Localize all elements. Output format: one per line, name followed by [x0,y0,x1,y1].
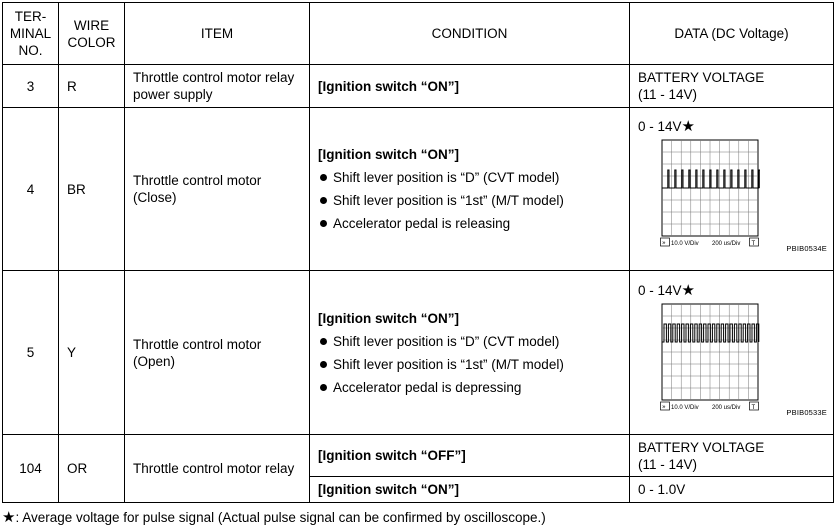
data-text: 0 - 14V [638,119,682,134]
condition-heading: [Ignition switch “ON”] [318,147,459,162]
header-condition: CONDITION [310,3,630,65]
wire-color: R [59,65,125,108]
data-voltage [638,282,695,299]
scope-waveform [662,170,760,188]
scope-waveform [662,324,759,342]
terminal-number: 5 [3,271,59,435]
condition-text: [Ignition switch “ON”] [318,482,459,497]
condition-cell [310,271,630,435]
scope-volts-div: 10.0 V/Div [671,404,699,411]
condition-bullet: Shift lever position is “1st” (M/T model) [318,356,629,373]
item-text: (Open) [133,353,176,369]
header-wire-color [59,3,125,65]
table-row [3,65,834,108]
wire-color: OR [59,435,125,503]
header-terminal-line: MINAL [9,26,52,41]
condition-bullet: Accelerator pedal is depressing [318,379,629,396]
data-text: BATTERY VOLTAGE [638,70,765,85]
scope-trigger: T [751,404,756,411]
data-text: BATTERY VOLTAGE [638,439,765,455]
data-wrapper [630,111,833,267]
condition-list [318,169,629,232]
condition-text: [Ignition switch “ON”] [318,78,459,94]
footnote [2,508,546,526]
header-wire-line: COLOR [67,34,116,50]
scope-caption [661,402,759,411]
data-text: 0 - 1.0V [630,477,834,503]
item-cell [125,271,310,435]
condition-cell [310,477,630,503]
figure-code: PBIB0533E [786,407,827,417]
condition-bullet: Shift lever position is “1st” (M/T model) [318,192,629,209]
item-text: Throttle control motor [133,336,262,352]
item-cell [125,65,310,108]
data-cell [630,65,834,108]
data-cell [630,108,834,271]
data-wrapper [630,275,833,431]
condition-cell [310,108,630,271]
condition-heading: [Ignition switch “ON”] [318,310,459,326]
table-row [3,108,834,271]
condition-text: [Ignition switch “OFF”] [318,448,466,463]
terminal-data-table [2,2,834,503]
scope-arrow-icon: » [662,403,666,410]
data-cell [630,271,834,435]
item-cell [125,108,310,271]
header-data: DATA (DC Voltage) [630,3,834,65]
wire-color: BR [59,108,125,271]
table-row [3,271,834,435]
footnote-text: : Average voltage for pulse signal (Actual pulse signal can be confirmed by oscilloscope.) [15,510,546,525]
scope-time-div: 200 us/Div [712,241,741,247]
terminal-number: 104 [3,435,59,503]
scope-trigger: T [751,241,756,247]
scope-time-div: 200 us/Div [712,404,741,411]
star-icon: ★ [681,118,695,135]
condition-list [318,333,629,396]
condition-cell [310,435,630,477]
scope-volts-div: 10.0 V/Div [671,241,699,247]
oscilloscope-waveform-close [660,138,760,248]
figure-code: PBIB0534E [786,244,827,253]
condition-cell [310,65,630,108]
item-text: Throttle control motor [133,173,262,188]
oscilloscope-waveform-open [660,302,760,412]
condition-bullet: Accelerator pedal is releasing [318,215,629,232]
scope-caption [661,238,759,247]
wire-color: Y [59,271,125,435]
condition-bullet: Shift lever position is “D” (CVT model) [318,169,629,186]
header-wire-line: WIRE [73,17,110,33]
terminal-number: 3 [3,65,59,108]
item-text: (Close) [133,190,177,205]
data-text: (11 - 14V) [638,87,698,102]
header-terminal-line: NO. [18,43,43,58]
data-text: 0 - 14V [638,282,682,298]
condition-bullet: Shift lever position is “D” (CVT model) [318,333,629,350]
terminal-number: 4 [3,108,59,271]
star-icon: ★ [681,281,695,299]
star-icon: ★ [2,509,16,526]
table-row [3,435,834,477]
data-text: (11 - 14V) [638,456,698,472]
header-terminal-no [3,3,59,65]
data-cell [630,435,834,477]
scope-arrow-icon: » [662,239,666,247]
item-text: Throttle control motor relay [133,70,295,85]
table-header-row [3,3,834,65]
item-text: Throttle control motor relay [125,435,310,503]
item-text: power supply [133,87,213,102]
header-item: ITEM [125,3,310,65]
scope-grid [662,304,758,400]
header-terminal-line: TER- [14,9,47,24]
data-voltage [638,118,695,135]
